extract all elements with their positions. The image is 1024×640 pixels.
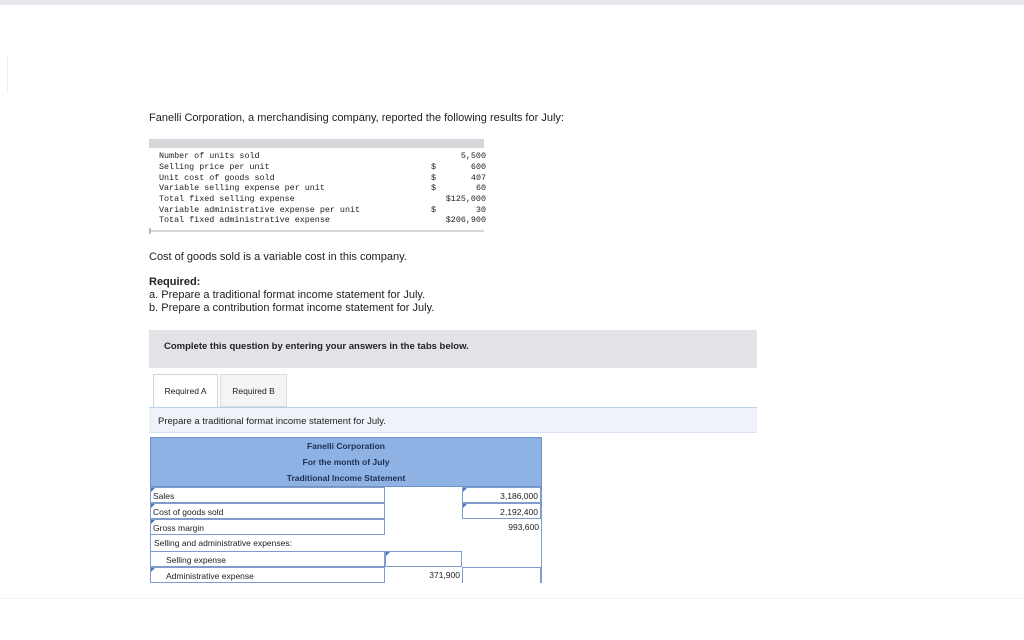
required-b-text: b. Prepare a contribution format income statement for July. (149, 302, 435, 314)
bottom-divider (0, 598, 1024, 599)
statement-company: Fanelli Corporation (307, 441, 385, 451)
row-sales (150, 487, 542, 503)
prompt-text: Prepare a traditional format income statement for July. (158, 416, 386, 427)
instructions-text: Complete this question by entering your answers in the tabs below. (164, 341, 469, 352)
cogs-note: Cost of goods sold is a variable cost in this company. (149, 251, 407, 263)
prompt-bar (149, 407, 757, 433)
sales-value-input[interactable]: 3,186,000 (462, 487, 541, 503)
top-bar (0, 0, 1024, 5)
statement-title: Traditional Income Statement (286, 473, 406, 483)
gross-margin-label-input[interactable]: Gross margin (150, 519, 385, 535)
selling-expense-value-input[interactable] (385, 551, 462, 567)
row-admin-expense (150, 567, 542, 583)
selling-expense-label-input[interactable]: Selling expense (150, 551, 385, 567)
required-a-text: a. Prepare a traditional format income statement for July. (149, 289, 426, 301)
input-marker-icon (463, 488, 467, 492)
intro-text: Fanelli Corporation, a merchandising company, reported the following results for July: (149, 112, 564, 124)
row-gross-margin (150, 519, 542, 535)
cogs-label-input[interactable]: Cost of goods sold (150, 503, 385, 519)
dropdown-marker-icon (151, 568, 155, 572)
sga-label: Selling and administrative expenses: (154, 538, 292, 548)
input-marker-icon (463, 504, 467, 508)
row-selling-expense (150, 551, 542, 567)
input-marker-icon (386, 552, 390, 556)
sales-label-input[interactable]: Sales (150, 487, 385, 503)
tab-required-a[interactable]: Required A (153, 374, 218, 407)
admin-total-input[interactable] (462, 567, 541, 583)
left-edge-panel (0, 55, 8, 93)
instructions-panel (149, 330, 757, 368)
gross-margin-value: 993,600 (508, 522, 539, 532)
admin-expense-label-input[interactable]: Administrative expense (150, 567, 385, 583)
row-sga-heading (150, 535, 542, 551)
row-cogs (150, 503, 542, 519)
tab-required-b[interactable]: Required B (220, 374, 287, 407)
admin-expense-value: 371,900 (429, 570, 460, 580)
given-data-table: Number of units sold 5,500 Selling price per unit $ 600 Unit cost of goods sold $ 407 Variable selling expense per unit $ 60 Total fixed selling expense $125,000 Variable administrative expense per unit $ 30 Total fixed administrative expense $206,900 (149, 139, 484, 232)
statement-period: For the month of July (302, 457, 390, 467)
required-heading: Required: (149, 276, 201, 288)
table-edge-marker (149, 228, 151, 234)
statement-header (150, 437, 542, 487)
cogs-value-input[interactable]: 2,192,400 (462, 503, 541, 519)
